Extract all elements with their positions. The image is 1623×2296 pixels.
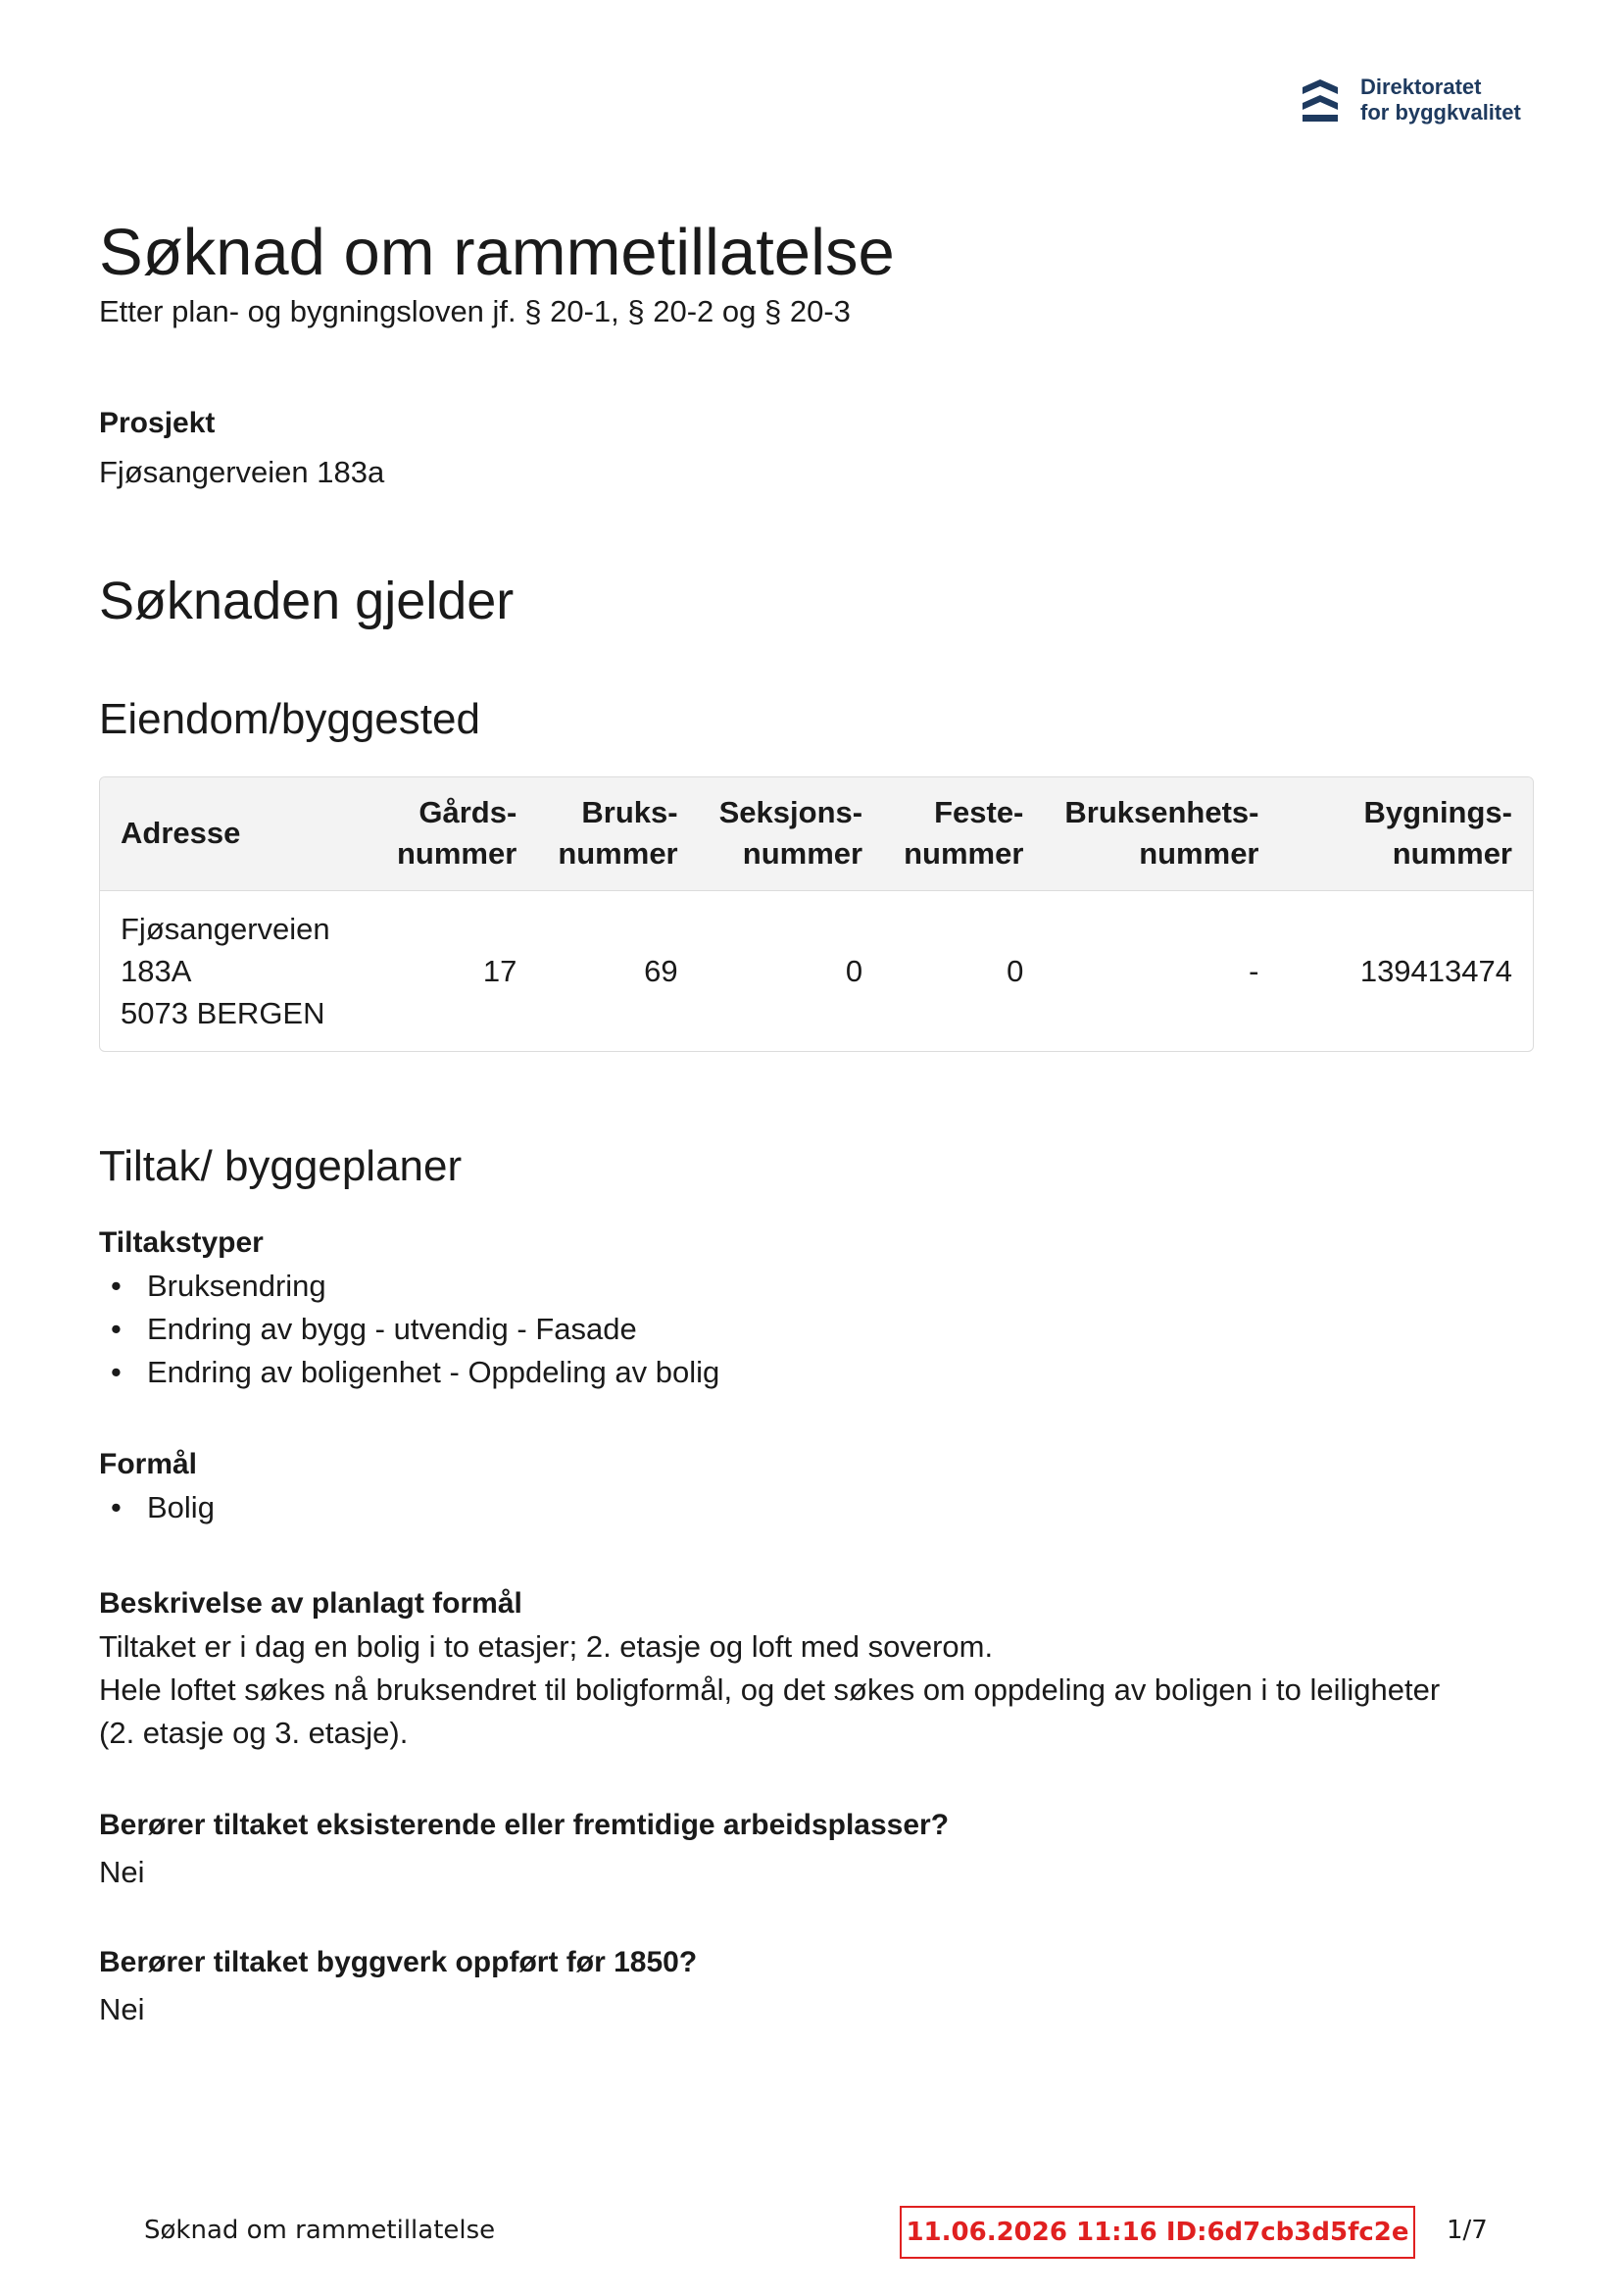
list-item: • Endring av boligenhet - Oppdeling av bolig	[99, 1351, 719, 1394]
col-bruksnummer	[537, 777, 698, 890]
cell-festenummer: 0	[1007, 953, 1024, 988]
description-line-1: Tiltaket er i dag en bolig i to etasjer; 2. etasje og loft med soverom.	[99, 1629, 994, 1664]
project-value: Fjøsangerveien 183a	[99, 455, 385, 489]
description-line-3: (2. etasje og 3. etasje).	[99, 1716, 409, 1750]
col-seksjonsnummer	[699, 777, 883, 890]
list-item: • Bruksendring	[99, 1265, 719, 1308]
page-footer	[0, 2206, 1623, 2265]
col-bygningsnummer-line2: nummer	[1392, 836, 1512, 872]
description-line-2: Hele loftet søkes nå bruksendret til boligformål, og det søkes om oppdeling av boligen i to leiligheter	[99, 1672, 1441, 1707]
cell-seksjonsnummer: 0	[845, 953, 863, 988]
col-gardsnummer-line2: nummer	[397, 836, 517, 872]
cell-bruksnummer: 69	[644, 953, 678, 988]
col-bruksnummer-line2: nummer	[558, 836, 678, 872]
list-item: • Bolig	[99, 1486, 215, 1529]
col-bruksenhetsnummer	[1044, 777, 1279, 890]
purpose-label: Formål	[99, 1448, 198, 1480]
description-text	[99, 1625, 1540, 1755]
description-label: Beskrivelse av planlagt formål	[99, 1587, 522, 1620]
measure-types-label: Tiltakstyper	[99, 1226, 264, 1259]
dibk-chevron-logo-icon	[1300, 75, 1341, 125]
cell-bruksenhetsnummer: -	[1249, 953, 1259, 988]
cell-bygningsnummer: 139413474	[1359, 953, 1512, 988]
measure-types-list	[99, 1265, 719, 1394]
col-festenummer-line2: nummer	[904, 836, 1024, 872]
table-header-row	[100, 777, 1533, 890]
measures-title: Tiltak/ byggeplaner	[99, 1142, 463, 1190]
document-subtitle: Etter plan- og bygningsloven jf. § 20-1, § 20-2 og § 20-3	[99, 294, 851, 328]
timestamp-id-stamp: 11.06.2026 11:16 ID:6d7cb3d5fc2e	[900, 2206, 1415, 2259]
pre1850-question: Berører tiltaket byggverk oppført før 1850?	[99, 1946, 698, 1978]
col-seksjonsnummer-line2: nummer	[742, 836, 863, 872]
list-item: • Endring av bygg - utvendig - Fasade	[99, 1308, 719, 1351]
address-line-2: 183A	[121, 953, 192, 988]
cell-gardsnummer: 17	[482, 953, 517, 988]
address-line-3: 5073 BERGEN	[121, 995, 325, 1030]
page-number: 1/7	[1447, 2216, 1488, 2245]
col-bygningsnummer	[1280, 777, 1534, 890]
footer-title: Søknad om rammetillatelse	[144, 2216, 496, 2245]
col-festenummer-line1: Feste-	[934, 795, 1024, 830]
col-gardsnummer-line1: Gårds-	[418, 795, 517, 830]
section-title-applies: Søknaden gjelder	[99, 572, 515, 630]
logo-line-1: Direktoratet	[1360, 75, 1482, 99]
dibk-logo	[1300, 75, 1521, 125]
document-title: Søknad om rammetillatelse	[99, 216, 895, 289]
col-festenummer	[883, 777, 1044, 890]
workplaces-answer: Nei	[99, 1855, 145, 1889]
workplaces-question: Berører tiltaket eksisterende eller fremtidige arbeidsplasser?	[99, 1809, 950, 1841]
col-bygningsnummer-line1: Bygnings-	[1363, 795, 1512, 830]
logo-line-2: for byggkvalitet	[1360, 100, 1521, 125]
col-seksjonsnummer-line1: Seksjons-	[718, 795, 863, 830]
col-bruksnummer-line1: Bruks-	[581, 795, 678, 830]
project-label: Prosjekt	[99, 407, 216, 439]
col-adresse	[100, 777, 376, 890]
cell-address	[100, 890, 376, 1051]
purpose-list	[99, 1486, 215, 1529]
col-bruksenhetsnummer-line1: Bruksenhets-	[1064, 795, 1259, 830]
table-row	[100, 890, 1533, 1051]
col-adresse-label: Adresse	[121, 816, 241, 851]
address-line-1: Fjøsangerveien	[121, 911, 330, 946]
pre1850-answer: Nei	[99, 1992, 145, 2026]
property-title: Eiendom/byggested	[99, 695, 480, 743]
logo-text	[1360, 75, 1521, 125]
col-gardsnummer	[376, 777, 537, 890]
col-bruksenhetsnummer-line2: nummer	[1139, 836, 1259, 872]
property-table	[99, 776, 1534, 1052]
